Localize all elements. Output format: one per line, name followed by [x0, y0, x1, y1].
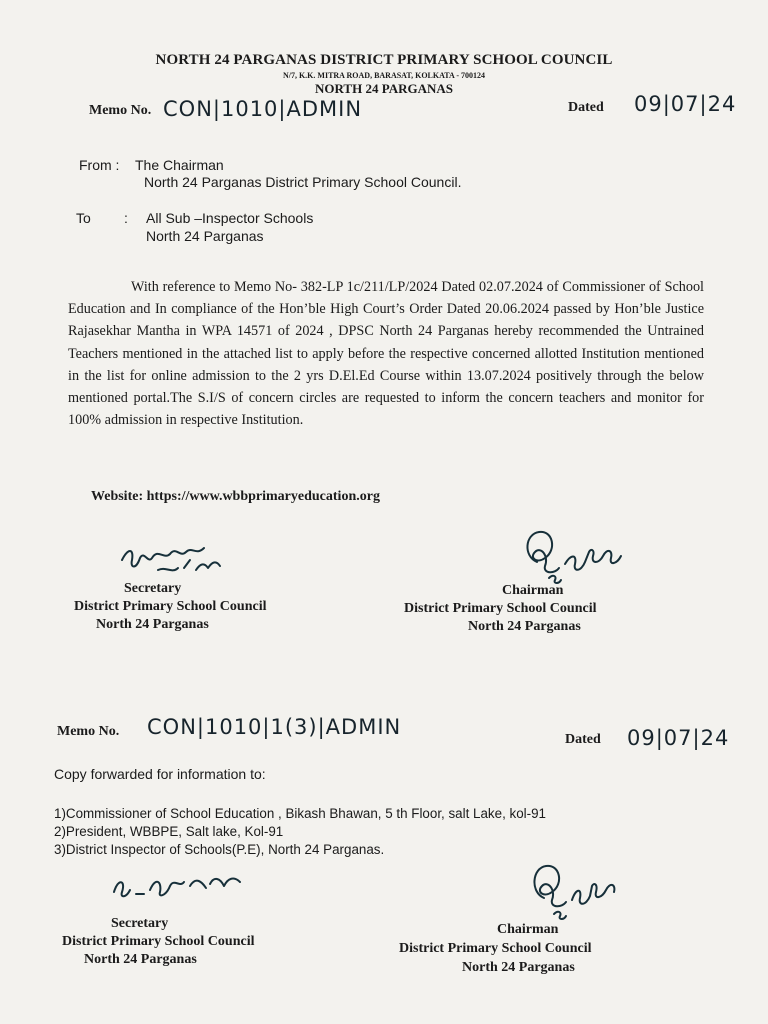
copy-item-1: 1)Commissioner of School Education , Bikash Bhawan, 5 th Floor, salt Lake, kol-91	[54, 806, 546, 821]
memo-2-number: CON|1010|1(3)|ADMIN	[147, 715, 402, 739]
from-line-2: North 24 Parganas District Primary School Council.	[144, 174, 462, 190]
copy-item-2: 2)President, WBBPE, Salt lake, Kol-91	[54, 824, 284, 839]
memo-label: Memo No.	[89, 103, 152, 118]
secretary-org-1: District Primary School Council	[74, 599, 267, 614]
council-district: NORTH 24 PARGANAS	[315, 81, 453, 96]
council-address: N/7, K.K. MITRA ROAD, BARASAT, KOLKATA - 700124	[282, 71, 486, 80]
to-line-2: North 24 Parganas	[146, 228, 264, 244]
secretary-district-1: North 24 Parganas	[96, 617, 209, 632]
chairman-org-1: District Primary School Council	[404, 601, 597, 616]
council-name: NORTH 24 PARGANAS DISTRICT PRIMARY SCHOOL COUNCIL	[155, 52, 613, 68]
chairman-signature-2	[520, 862, 630, 924]
chairman-district-2: North 24 Parganas	[462, 960, 575, 975]
chairman-title-2: Chairman	[497, 922, 559, 937]
to-label: To	[76, 210, 91, 226]
secretary-signature-2	[110, 866, 250, 906]
body-paragraph: With reference to Memo No- 382-LP 1c/211/LP/2024 Dated 02.07.2024 of Commissioner of School Education and In compliance of the Hon’ble High Court’s Order Dated 20.06.2024 passed by Hon’ble Justice Rajasekhar Mantha in WPA 14571 of 2024 , DPSC North 24 Parganas hereby recommended the Untrained Teachers mentioned in the attached list to apply before the respective concerned allotted Institution mentioned in the list for online admission to the 2 yrs D.El.Ed Course within 13.07.2024 positively through the below mentioned portal.The S.I/S of concern circles are requested to inform the concern teachers and monitor for 100% admission in respective Institution.	[68, 279, 704, 429]
memo-2-date: 09|07|24	[627, 726, 730, 750]
copy-item-3: 3)District Inspector of Schools(P.E), North 24 Parganas.	[54, 842, 385, 857]
from-line-1: The Chairman	[135, 157, 224, 173]
memo-date: 09|07|24	[634, 92, 737, 116]
chairman-title-1: Chairman	[502, 583, 564, 598]
from-label: From :	[79, 157, 120, 173]
secretary-title-1: Secretary	[124, 581, 182, 596]
chairman-district-1: North 24 Parganas	[468, 619, 581, 634]
secretary-district-2: North 24 Parganas	[84, 952, 197, 967]
copy-heading: Copy forwarded for information to:	[54, 766, 266, 782]
memo-2-dated-label: Dated	[565, 732, 601, 747]
to-line-1: All Sub –Inspector Schools	[146, 210, 314, 226]
secretary-title-2: Secretary	[111, 916, 169, 931]
chairman-org-2: District Primary School Council	[399, 941, 592, 956]
secretary-org-2: District Primary School Council	[62, 934, 255, 949]
to-colon: :	[124, 210, 128, 226]
dated-label: Dated	[568, 100, 604, 115]
memo-number: CON|1010|ADMIN	[163, 97, 363, 121]
website-line: Website: https://www.wbbprimaryeducation.org	[91, 489, 380, 504]
memo-2-label: Memo No.	[57, 724, 120, 739]
chairman-signature-1	[515, 528, 635, 590]
